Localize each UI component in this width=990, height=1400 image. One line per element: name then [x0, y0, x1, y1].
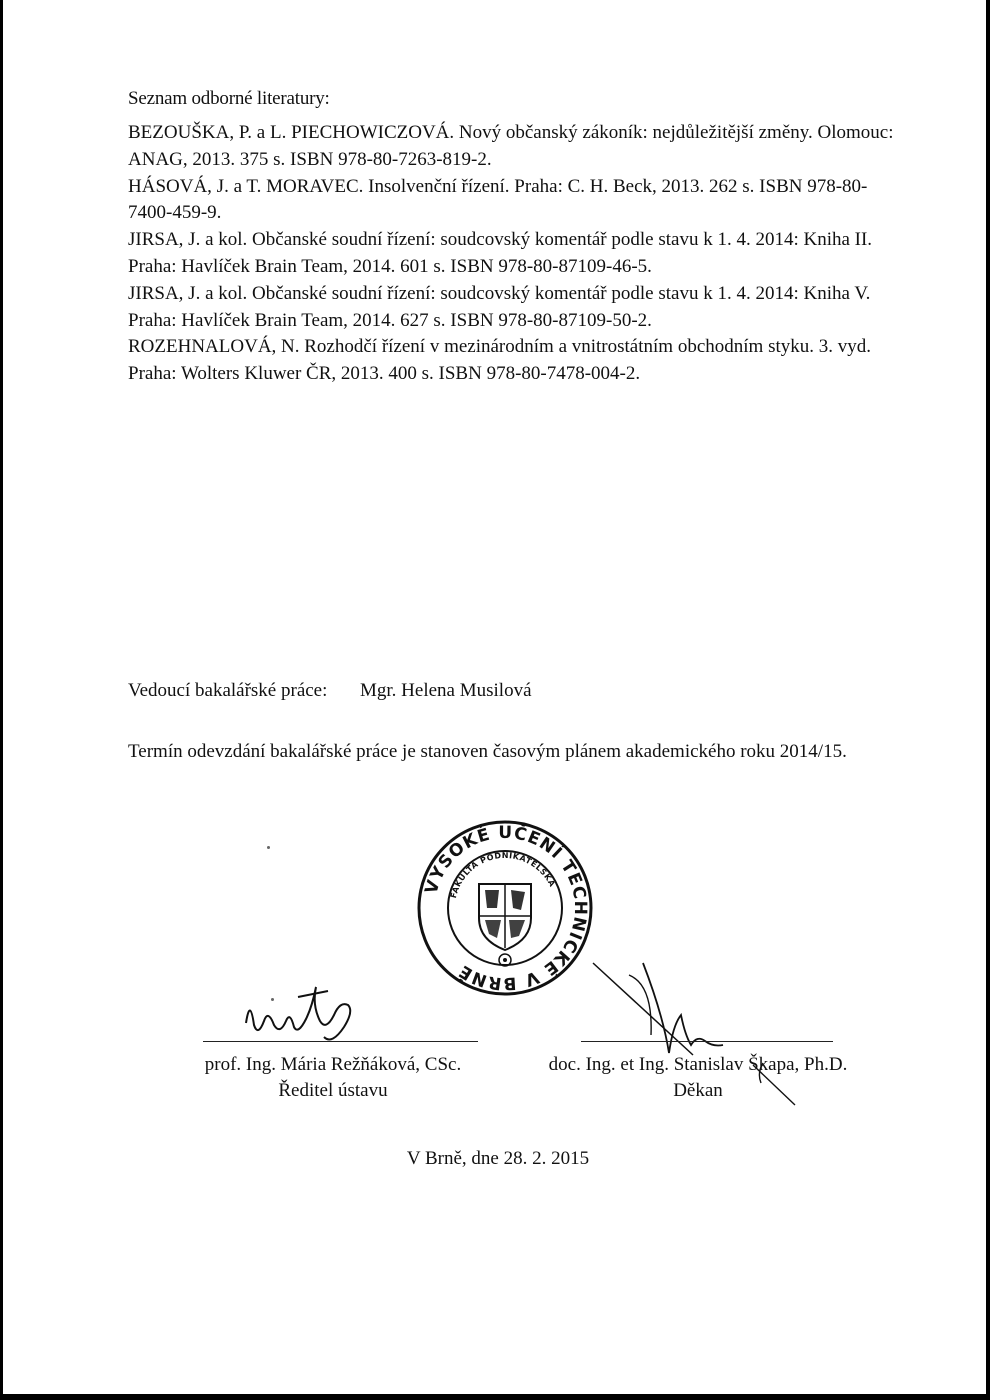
svg-text:FAKULTA PODNIKATELSKÁ: FAKULTA PODNIKATELSKÁ — [449, 850, 557, 900]
reference-item: JIRSA, J. a kol. Občanské soudní řízení: soudcovský komentář podle stavu k 1. 4. 2014: Kniha V. Praha: Havlíček Brain Team, 2014. 627 s. ISBN 978-80-87109-50-2. — [128, 282, 871, 331]
scan-speck — [271, 998, 274, 1001]
place-and-date: V Brně, dne 28. 2. 2015 — [406, 1148, 590, 1169]
supervisor-line — [128, 680, 532, 702]
reference-item: BEZOUŠKA, P. a L. PIECHOWICZOVÁ. Nový občanský zákoník: nejdůležitější změny. Olomouc: ANAG, 2013. 375 s. ISBN 978-80-7263-819-2. — [128, 122, 894, 170]
right-signatory-name: doc. Ing. et Ing. Stanislav Škapa, Ph.D. — [548, 1054, 848, 1075]
supervisor-name: Mgr. Helena Musilová — [360, 680, 532, 701]
reference-item: JIRSA, J. a kol. Občanské soudní řízení: soudcovský komentář podle stavu k 1. 4. 2014: Kniha II. Praha: Havlíček Brain Team, 2014. 601 s. ISBN 978-80-87109-46-5. — [128, 229, 873, 277]
reference-list — [128, 120, 908, 388]
supervisor-label: Vedoucí bakalářské práce: — [128, 680, 328, 701]
reference-item: HÁSOVÁ, J. a T. MORAVEC. Insolvenční řízení. Praha: C. H. Beck, 2013. 262 s. ISBN 978-80-7400-459-9. — [128, 175, 868, 224]
deadline-text: Termín odevzdání bakalářské práce je stanoven časovým plánem akademického roku 2014/15. — [128, 741, 847, 762]
literature-heading: Seznam odborné literatury: — [128, 88, 330, 109]
left-signatory-role-visible: Ředitel ústavu — [278, 1080, 388, 1101]
svg-text:VYSOKÉ UČENÍ TECHNICKÉ V BRNĚ: VYSOKÉ UČENÍ TECHNICKÉ V BRNĚ — [421, 822, 591, 994]
scan-speck — [267, 846, 270, 849]
left-signature-line — [203, 1041, 478, 1042]
university-seal-stamp — [417, 820, 593, 996]
right-signatory-role: Děkan — [673, 1080, 723, 1101]
reference-item: ROZEHNALOVÁ, N. Rozhodčí řízení v mezinárodním a vnitrostátním obchodním styku. 3. vyd. Praha: Wolters Kluwer ČR, 2013. 400 s. ISBN 978-80-7478-004-2. — [128, 336, 871, 385]
left-signatory-name: prof. Ing. Mária Režňáková, CSc. — [204, 1054, 462, 1075]
right-signature-line — [581, 1041, 833, 1042]
left-handwritten-signature — [228, 975, 388, 1055]
